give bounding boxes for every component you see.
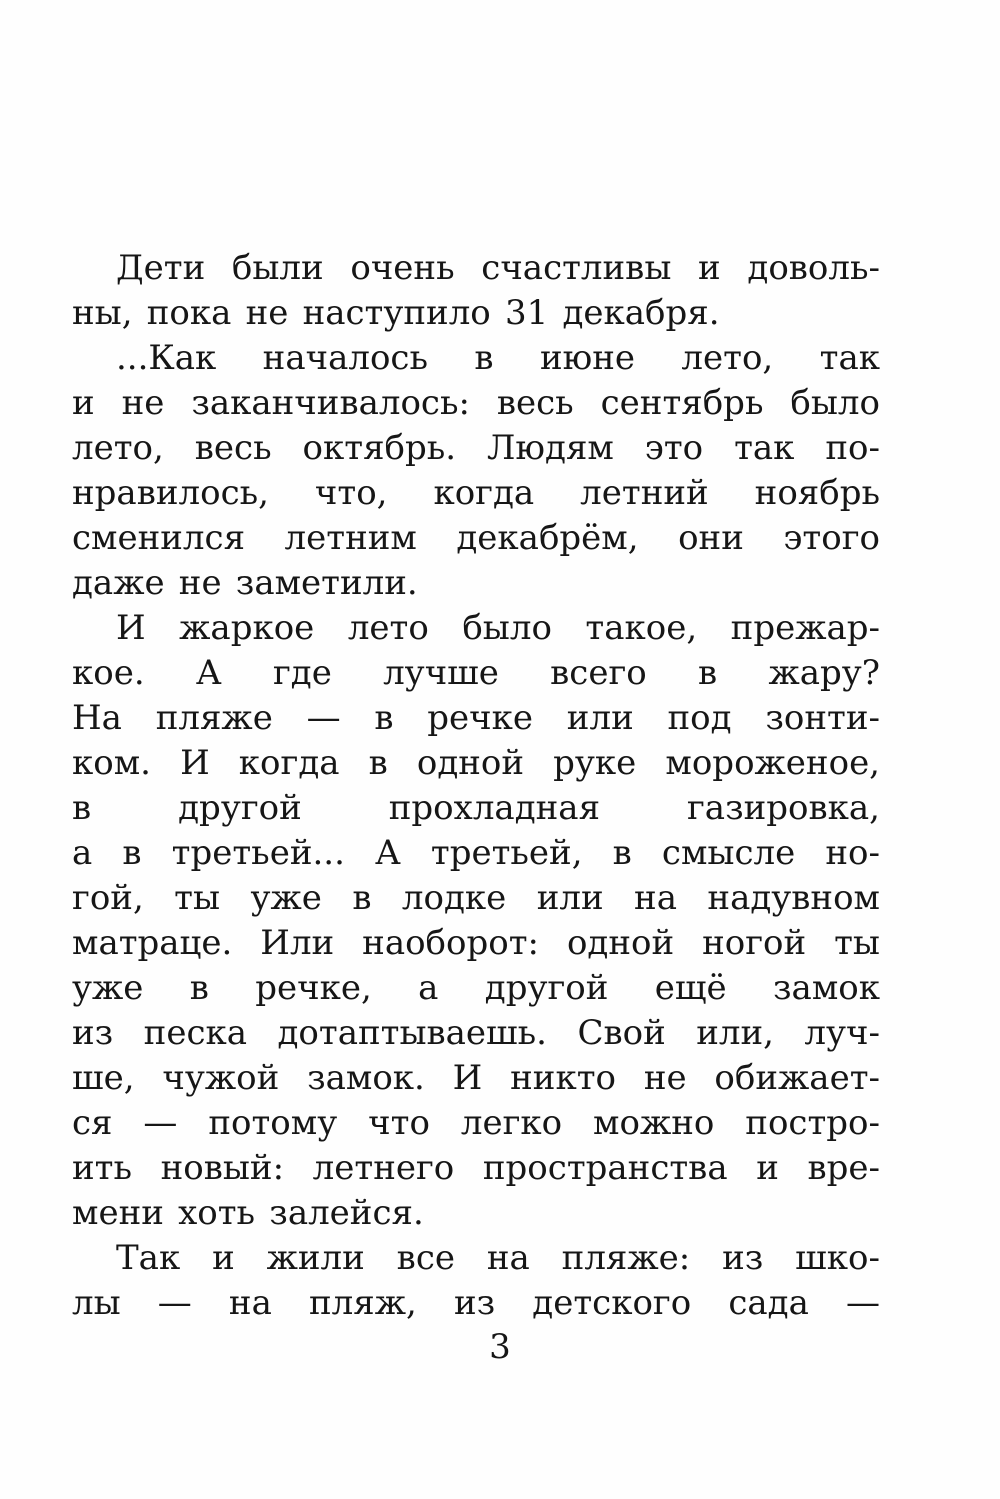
text-line: даже не заметили.	[72, 563, 418, 603]
text-line: уже в речке, а другой ещё замок	[72, 968, 880, 1008]
text-line: И жаркое лето было такое, прежар-	[116, 608, 880, 648]
text-line: в другой прохладная газировка,	[72, 788, 880, 828]
text-line: мени хоть залейся.	[72, 1193, 424, 1233]
text-line: нравилось, что, когда летний ноябрь	[72, 473, 880, 513]
text-line: Дети были очень счастливы и доволь-	[116, 248, 880, 288]
text-line: кое. А где лучше всего в жару?	[72, 653, 880, 693]
text-line: ше, чужой замок. И никто не обижает-	[72, 1058, 880, 1098]
text-line: лето, весь октябрь. Людям это так по-	[72, 428, 880, 468]
text-line: сменился летним декабрём, они этого	[72, 518, 880, 558]
text-line: ком. И когда в одной руке мороженое,	[72, 743, 880, 783]
text-line: На пляже — в речке или под зонти-	[72, 698, 880, 738]
text-line: матраце. Или наоборот: одной ногой ты	[72, 923, 880, 963]
text-line: лы — на пляж, из детского сада —	[72, 1283, 880, 1323]
text-line: ны, пока не наступило 31 декабря.	[72, 293, 720, 333]
text-line: ...Как началось в июне лето, так	[116, 338, 880, 378]
story-text	[72, 246, 880, 1326]
text-line: ся — потому что легко можно постро-	[72, 1103, 880, 1143]
text-line: а в третьей... А третьей, в смысле но-	[72, 833, 880, 873]
text-line: гой, ты уже в лодке или на надувном	[72, 878, 880, 918]
text-line: ить новый: летнего пространства и вре-	[72, 1148, 880, 1188]
text-line: и не заканчивалось: весь сентябрь было	[72, 383, 880, 423]
page-number: 3	[489, 1327, 511, 1367]
text-line: из песка дотаптываешь. Свой или, луч-	[72, 1013, 880, 1053]
text-line: Так и жили все на пляже: из шко-	[116, 1238, 880, 1278]
